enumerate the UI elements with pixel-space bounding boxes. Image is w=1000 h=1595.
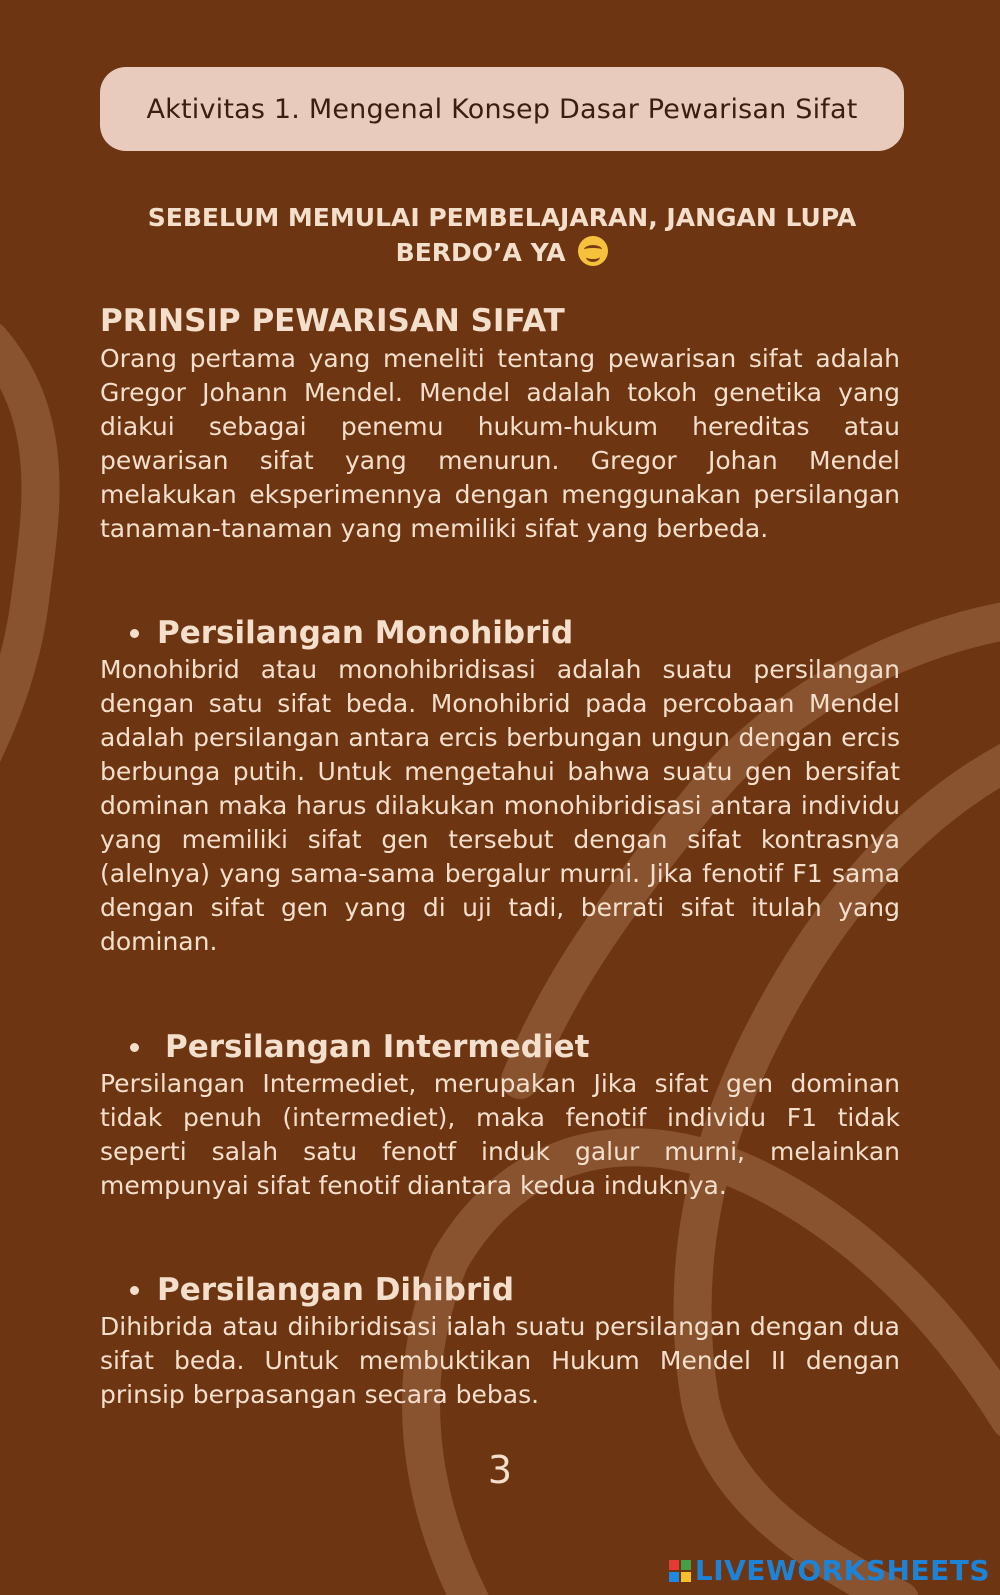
monohibrid-paragraph: Monohibrid atau monohibridisasi adalah suatu persilangan dengan satu sifat beda. Monohibrid pada percobaan Mendel adalah persilangan antara ercis berbungan ungun dengan ercis berbunga putih. Untuk mengetahui bahwa suatu gen bersifat dominan maka harus dilakukan monohibridisasi antara individu yang memiliki sifat gen tersebut dengan sifat kontrasnya (alelnya) yang sama-sama bergalur murni. Jika fenotif F1 sama dengan sifat gen yang di uji tadi, berrati sifat itulah yang dominan. <box>100 655 900 956</box>
bullet-heading-intermediet <box>130 1029 589 1065</box>
intermediet-paragraph: Persilangan Intermediet, merupakan Jika sifat gen dominan tidak penuh (intermediet), maka fenotif individu F1 tidak seperti salah satu fenotf induk galur murni, melainkan mempunyai sifat fenotif diantara kedua induknya. <box>100 1069 900 1200</box>
activity-title: Aktivitas 1. Mengenal Konsep Dasar Pewarisan Sifat <box>146 93 858 125</box>
bullet-icon <box>130 1286 139 1295</box>
activity-title-banner <box>100 67 904 151</box>
page-number: 3 <box>487 1448 513 1492</box>
bullet-heading-dihibrid <box>130 1272 514 1308</box>
reminder-line-1: SEBELUM MEMULAI PEMBELAJARAN, JANGAN LUPA <box>147 203 857 232</box>
monohibrid-heading: Persilangan Monohibrid <box>157 615 574 651</box>
dihibrid-heading: Persilangan Dihibrid <box>157 1272 515 1308</box>
smiling-face-emoji-icon <box>578 236 608 266</box>
bullet-icon <box>130 629 139 638</box>
intermediet-heading: Persilangan Intermediet <box>165 1029 590 1065</box>
prayer-reminder <box>100 200 904 270</box>
liveworksheets-logo-icon <box>669 1560 691 1582</box>
section-heading-prinsip: PRINSIP PEWARISAN SIFAT <box>100 303 565 339</box>
liveworksheets-logo[interactable] <box>669 1554 990 1587</box>
intro-paragraph: Orang pertama yang meneliti tentang pewarisan sifat adalah Gregor Johann Mendel. Mendel adalah tokoh genetika yang diakui sebagai penemu hukum-hukum hereditas atau pewarisan sifat yang menurun. Gregor Johan Mendel melakukan eksperimennya dengan menggunakan persilangan tanaman-tanaman yang memiliki sifat yang berbeda. <box>100 344 900 543</box>
bullet-icon <box>130 1043 139 1052</box>
brand-name: LIVEWORKSHEETS <box>694 1554 990 1587</box>
bullet-heading-monohibrid <box>130 615 573 651</box>
dihibrid-paragraph: Dihibrida atau dihibridisasi ialah suatu persilangan dengan dua sifat beda. Untuk membuktikan Hukum Mendel II dengan prinsip berpasangan secara bebas. <box>100 1312 900 1409</box>
reminder-line-2: BERDO’A YA <box>395 238 566 267</box>
